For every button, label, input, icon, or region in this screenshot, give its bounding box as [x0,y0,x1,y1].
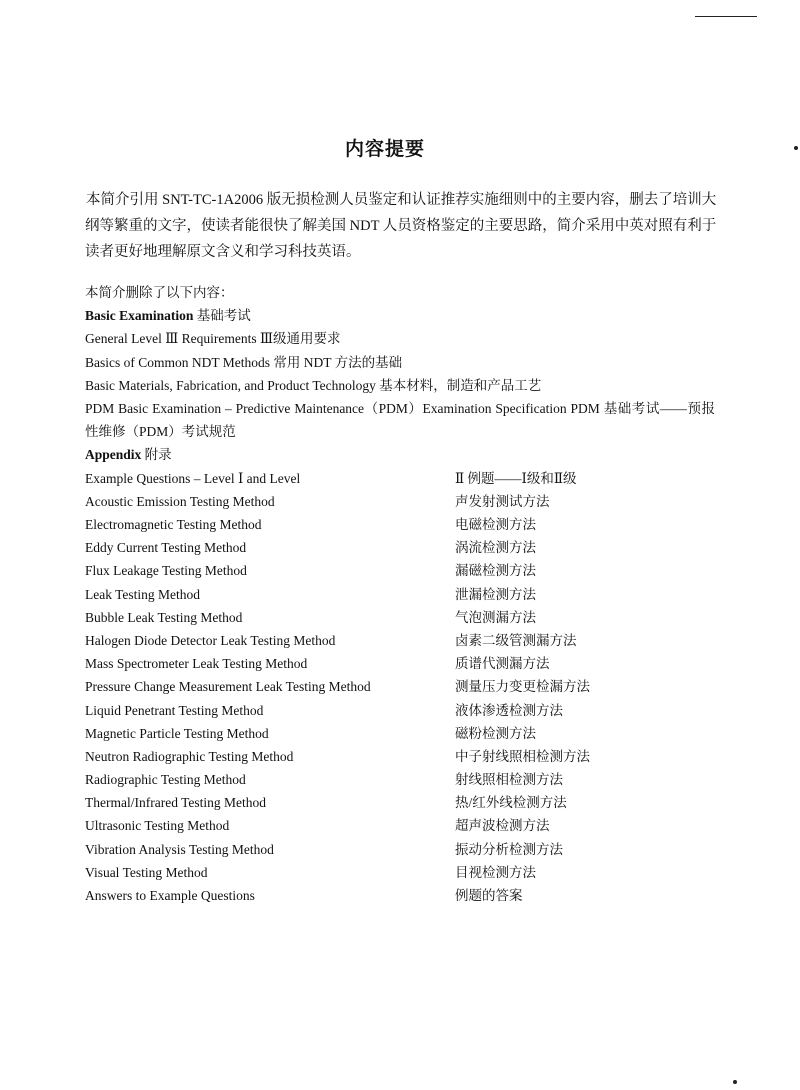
appendix-row-zh: 液体渗透检测方法 [455,702,563,718]
appendix-row-en: Example Questions – Level Ⅰ and Level [85,470,301,486]
intro-paragraph: 本简介引用 SNT-TC-1A2006 版无损检测人员鉴定和认证推荐实施细则中的主要内容，删去了培训大纲等繁重的文字，使读者能很快了解美国 NDT 人员资格鉴定的主要思路，简介采用中英对照有利于读者更好地理解原文含义和学习科技英语。 [85,192,717,260]
appendix-row-zh: 超声波检测方法 [455,818,550,834]
appendix-row-en: Ultrasonic Testing Method [85,818,230,834]
appendix-row-en: Electromagnetic Testing Method [85,517,262,532]
appendix-heading-en: Appendix [85,447,142,463]
appendix-heading-zh: 附录 [144,447,172,463]
basic-exam-item: Basic Materials, Fabrication, and Product Technology 基本材料，制造和产品工艺 [85,377,542,393]
appendix-row [85,467,725,490]
appendix-row-zh: 中子射线照相检测方法 [455,748,590,764]
appendix-heading [85,443,725,466]
basic-exam-heading [85,304,725,327]
appendix-row [85,629,725,652]
appendix-row [85,652,725,675]
appendix-row [85,768,725,791]
appendix-row-zh: 测量压力变更检漏方法 [455,679,590,695]
appendix-row-zh: 射线照相检测方法 [455,772,563,788]
appendix-row-zh: Ⅱ 例题——Ⅰ级和Ⅱ级 [455,470,577,486]
appendix-row-zh: 电磁检测方法 [455,517,536,532]
appendix-row-en: Radiographic Testing Method [85,772,246,788]
appendix-row-zh: 振动分析检测方法 [455,841,563,857]
appendix-row [85,559,725,582]
page-title: 内容提要 [344,138,425,160]
basic-exam-item: Basics of Common NDT Methods 常用 NDT 方法的基础 [85,354,403,370]
basic-exam-item: General Level Ⅲ Requirements Ⅲ级通用要求 [85,331,341,347]
appendix-row-en: Eddy Current Testing Method [85,540,247,556]
appendix-row [85,838,725,861]
appendix-row-en: Leak Testing Method [85,586,201,602]
appendix-row [85,583,725,606]
appendix-row-en: Neutron Radiographic Testing Method [85,748,294,764]
contents-list [85,281,725,907]
appendix-row-zh: 泄漏检测方法 [455,586,536,602]
header-rule [695,16,757,17]
appendix-row-en: Flux Leakage Testing Method [85,563,247,579]
appendix-row-en: Mass Spectrometer Leak Testing Method [85,656,308,672]
deleted-content-header: 本简介删除了以下内容： [85,285,234,300]
appendix-row [85,722,725,745]
appendix-row [85,745,725,768]
appendix-row-zh: 漏磁检测方法 [455,563,536,579]
appendix-row-en: Magnetic Particle Testing Method [85,725,269,741]
appendix-row-en: Bubble Leak Testing Method [85,609,243,625]
appendix-row [85,675,725,698]
appendix-row-zh: 涡流检测方法 [455,540,536,556]
appendix-row-zh: 声发射测试方法 [455,493,550,509]
appendix-row [85,513,725,536]
appendix-row-zh: 热/红外线检测方法 [455,795,567,811]
appendix-row-en: Acoustic Emission Testing Method [85,493,275,509]
appendix-row [85,814,725,837]
appendix-row-zh: 气泡测漏方法 [455,609,536,625]
appendix-row-en: Answers to Example Questions [85,888,255,903]
appendix-row [85,699,725,722]
appendix-row [85,606,725,629]
scan-mark [733,1080,737,1084]
basic-exam-heading-zh: 基础考试 [196,308,251,324]
basic-exam-heading-en: Basic Examination [85,308,194,324]
appendix-row-en: Vibration Analysis Testing Method [85,841,274,857]
appendix-row-en: Halogen Diode Detector Leak Testing Method [85,632,336,648]
basic-exam-item: PDM Basic Examination – Predictive Maintenance（PDM）Examination Specification PDM 基础考试——预报性维修（PDM）考试规范 [85,401,715,440]
appendix-row-zh: 质谱代测漏方法 [455,656,550,672]
appendix-row [85,536,725,559]
appendix-row-zh: 卤素二级管测漏方法 [455,632,577,648]
appendix-row-zh: 例题的答案 [455,888,523,903]
appendix-row-zh: 磁粉检测方法 [455,725,536,741]
appendix-row [85,861,725,884]
appendix-row [85,490,725,513]
appendix-row-en: Visual Testing Method [85,864,208,880]
scan-mark [794,146,798,150]
appendix-row [85,884,725,907]
appendix-row-en: Thermal/Infrared Testing Method [85,795,266,811]
appendix-row-zh: 目视检测方法 [455,864,536,880]
appendix-row-en: Pressure Change Measurement Leak Testing Method [85,679,371,695]
appendix-row [85,791,725,814]
appendix-row-en: Liquid Penetrant Testing Method [85,702,264,718]
